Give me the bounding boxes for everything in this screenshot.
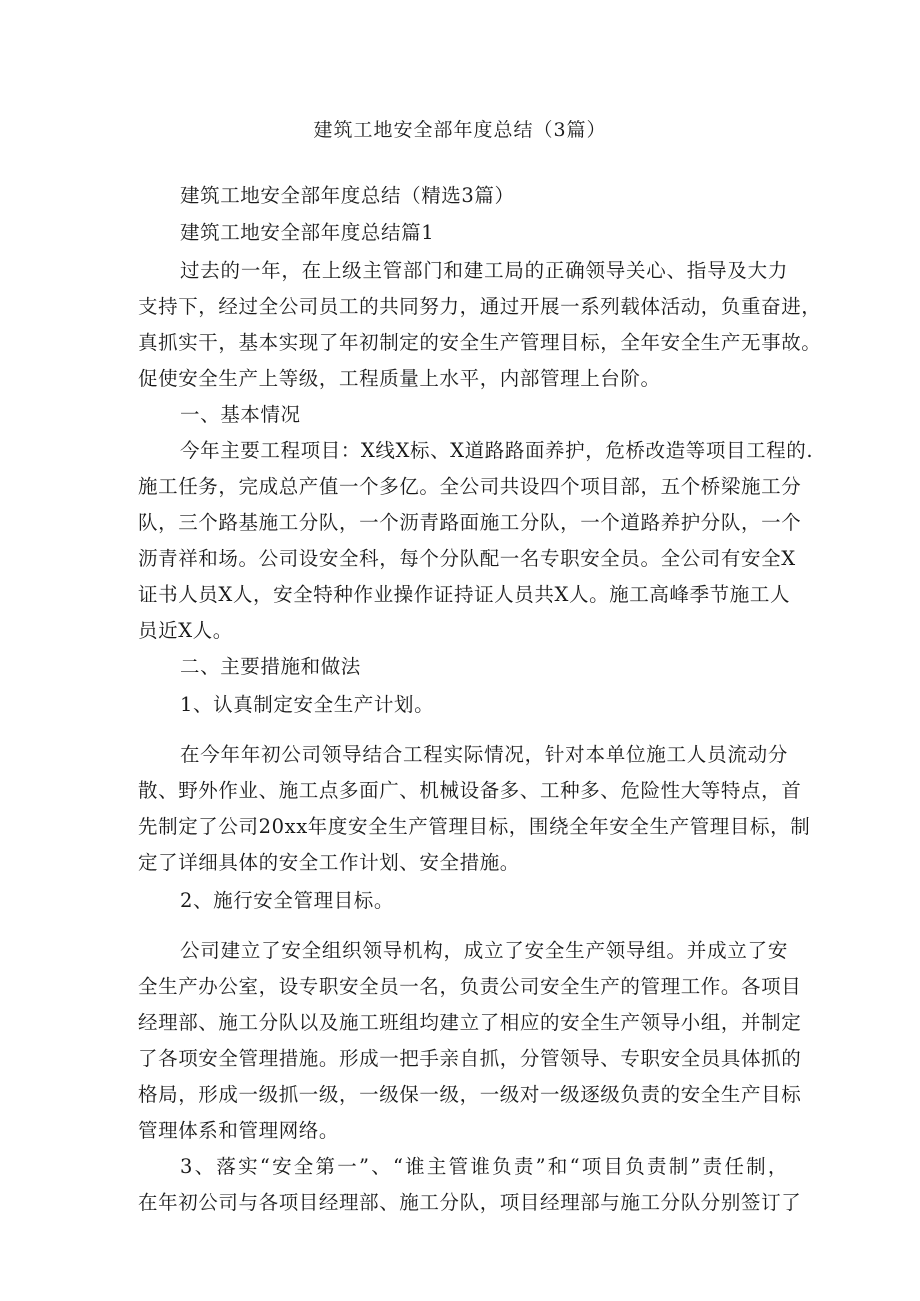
paragraph-line: 3、落实“安全第一”、“谁主管谁负责”和“项目负责制”责任制， [180, 1155, 788, 1178]
paragraph-line: 在年初公司与各项目经理部、施工分队，项目经理部与施工分队分别签订了 [138, 1191, 802, 1214]
document-title: 建筑工地安全部年度总结（3篇） [313, 119, 607, 141]
paragraph-line: 公司建立了安全组织领导机构，成立了安全生产领导组。并成立了安 [180, 939, 788, 962]
paragraph-line: 格局，形成一级抓一级，一级保一级，一级对一级逐级负责的安全生产目标 [138, 1083, 802, 1106]
heading-main-measures: 二、主要措施和做法 [180, 655, 361, 678]
paragraph-line: 沥青祥和场。公司设安全科，每个分队配一名专职安全员。全公司有安全X [138, 547, 796, 570]
paragraph-line: 管理体系和管理网络。 [138, 1119, 340, 1142]
paragraph-line: 今年主要工程项目：X线X标、X道路路面养护，危桥改造等项目工程的. [180, 439, 814, 462]
paragraph-line: 定了详细具体的安全工作计划、安全措施。 [138, 851, 520, 874]
paragraph-line: 支持下，经过全公司员工的共同努力，通过开展一系列载体活动，负重奋进， [138, 295, 822, 318]
paragraph-line: 促使安全生产上等级，工程质量上水平，内部管理上台阶。 [138, 367, 661, 390]
paragraph-line: 散、野外作业、施工点多面广、机械设备多、工种多、危险性大等特点，首 [138, 779, 802, 802]
paragraph-line: 在今年年初公司领导结合工程实际情况，针对本单位施工人员流动分 [180, 743, 788, 766]
paragraph-line: 真抓实干，基本实现了年初制定的安全生产管理目标，全年安全生产无事故。 [138, 331, 822, 354]
subheading-2: 2、施行安全管理目标。 [180, 889, 395, 912]
paragraph-line: 先制定了公司20xx年度安全生产管理目标，围绕全年安全生产管理目标，制 [138, 815, 811, 838]
paragraph-line: 员近X人。 [138, 619, 233, 642]
paragraph-line: 施工任务，完成总产值一个多亿。全公司共设四个项目部，五个桥梁施工分 [138, 475, 802, 498]
paragraph-line: 队，三个路基施工分队，一个沥青路面施工分队，一个道路养护分队，一个 [138, 511, 802, 534]
paragraph-line: 全生产办公室，设专职安全员一名，负责公司安全生产的管理工作。各项目 [138, 975, 802, 998]
paragraph-line: 了各项安全管理措施。形成一把手亲自抓，分管领导、专职安全员具体抓的 [138, 1047, 802, 1070]
subtitle-line: 建筑工地安全部年度总结（精选3篇） [180, 184, 515, 207]
section-heading-1: 建筑工地安全部年度总结篇1 [180, 221, 435, 244]
subheading-1: 1、认真制定安全生产计划。 [180, 693, 435, 716]
heading-basic-situation: 一、基本情况 [180, 403, 301, 426]
paragraph-line: 经理部、施工分队以及施工班组均建立了相应的安全生产领导小组，并制定 [138, 1011, 802, 1034]
paragraph-line: 证书人员X人，安全特种作业操作证持证人员共X人。施工高峰季节施工人 [138, 583, 791, 606]
paragraph-line: 过去的一年，在上级主管部门和建工局的正确领导关心、指导及大力 [180, 259, 788, 282]
